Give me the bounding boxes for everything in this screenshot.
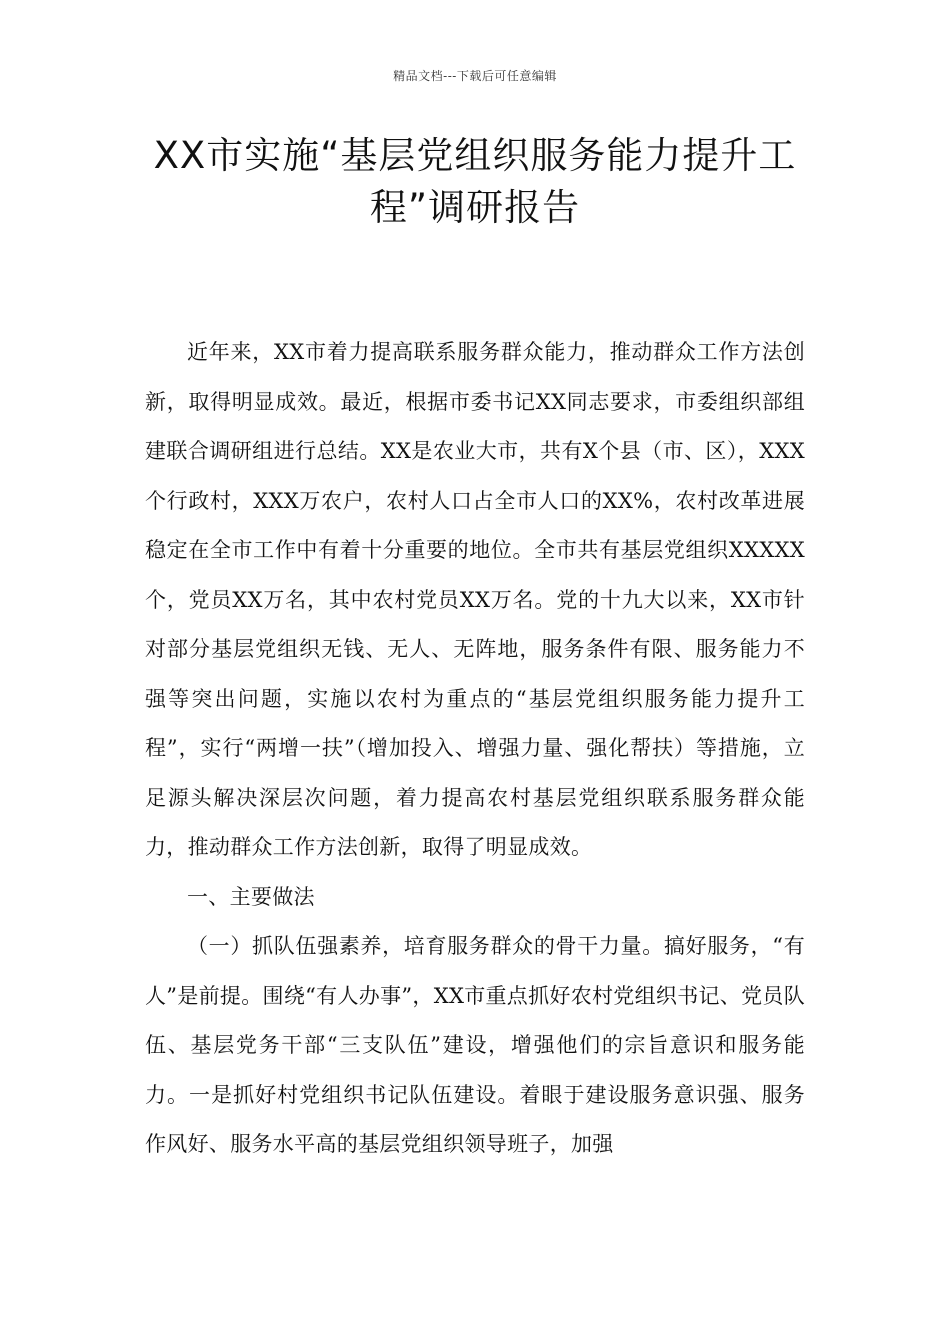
section-heading: 一、主要做法 [187, 884, 315, 909]
sub-section-paragraph: （一）抓队伍强素养，培育服务群众的骨干力量。搞好服务，“有人”是前提。围绕“有人办事”，XX市重点抓好农村党组织书记、党员队伍、基层党务干部“三支队伍”建设，增强他们的宗旨意识和服务能力。一是抓好村党组织书记队伍建设。着眼于建设服务意识强、服务作风好、服务水平高的基层党组织领导班子，加强 [145, 934, 806, 1156]
intro-paragraph: 近年来，XX市着力提高联系服务群众能力，推动群众工作方法创新，取得明显成效。最近，根据市委书记XX同志要求，市委组织部组建联合调研组进行总结。XX是农业大市，共有X个县（市、区），XXX个行政村，XXX万农户，农村人口占全市人口的XX%，农村改革进展稳定在全市工作中有着十分重要的地位。全市共有基层党组织XXXXX个，党员XX万名，其中农村党员XX万名。党的十九大以来，XX市针对部分基层党组织无钱、无人、无阵地，服务条件有限、服务能力不强等突出问题，实施以农村为重点的“基层党组织服务能力提升工程”，实行“两增一扶”（增加投入、增强力量、强化帮扶）等措施，立足源头解决深层次问题，着力提高农村基层党组织联系服务群众能力，推动群众工作方法创新，取得了明显成效。 [145, 340, 805, 859]
document-body [145, 328, 805, 1170]
header-note: 精品文档---下载后可任意编辑 [393, 69, 557, 83]
document-title: XX市实施“基层党组织服务能力提升工程”调研报告 [153, 134, 797, 229]
